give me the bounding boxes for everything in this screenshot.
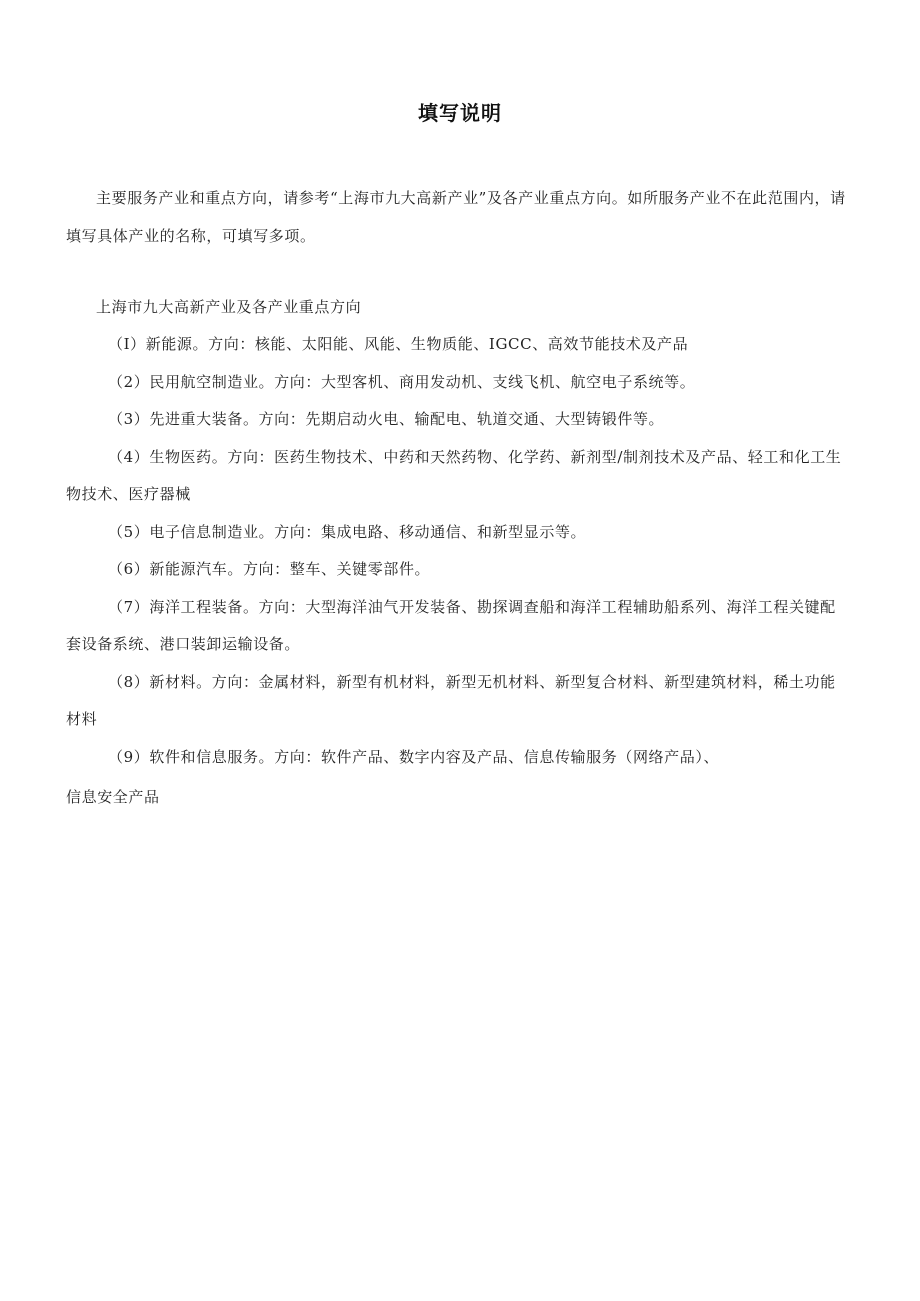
list-item-3: （3）先进重大装备。方向：先期启动火电、输配电、轨道交通、大型铸锻件等。 xyxy=(108,410,665,428)
list-item-6: （6）新能源汽车。方向：整车、关键零部件。 xyxy=(108,560,431,578)
list-item-7: （7）海洋工程装备。方向：大型海洋油气开发装备、勘探调查船和海洋工程辅助船系列、海洋工程关键配套设备系统、港口装卸运输设备。 xyxy=(66,597,836,653)
list-item-1: （I）新能源。方向：核能、太阳能、风能、生物质能、IGCC、高效节能技术及产品 xyxy=(108,335,689,353)
list-item-8: （8）新材料。方向：金属材料，新型有机材料，新型无机材料、新型复合材料、新型建筑材料，稀土功能材料 xyxy=(66,672,836,728)
list-item-9: （9）软件和信息服务。方向：软件产品、数字内容及产品、信息传输服务（网络产品）、 xyxy=(108,747,720,766)
list-item-2: （2）民用航空制造业。方向：大型客机、商用发动机、支线飞机、航空电子系统等。 xyxy=(108,372,696,391)
industry-list xyxy=(66,288,850,816)
list-item-4: （4）生物医药。方向：医药生物技术、中药和天然药物、化学药、新剂型/制剂技术及产品、轻工和化工生物技术、医疗器械 xyxy=(66,447,842,503)
page-title: 填写说明 xyxy=(418,101,502,125)
intro-paragraph: 主要服务产业和重点方向，请参考“上海市九大高新产业”及各产业重点方向。如所服务产业不在此范围内，请填写具体产业的名称，可填写多项。 xyxy=(66,189,846,245)
list-item-9-continuation: 信息安全产品 xyxy=(66,788,160,806)
list-item-5: （5）电子信息制造业。方向：集成电路、移动通信、和新型显示等。 xyxy=(108,522,587,541)
list-heading: 上海市九大高新产业及各产业重点方向 xyxy=(96,298,362,316)
